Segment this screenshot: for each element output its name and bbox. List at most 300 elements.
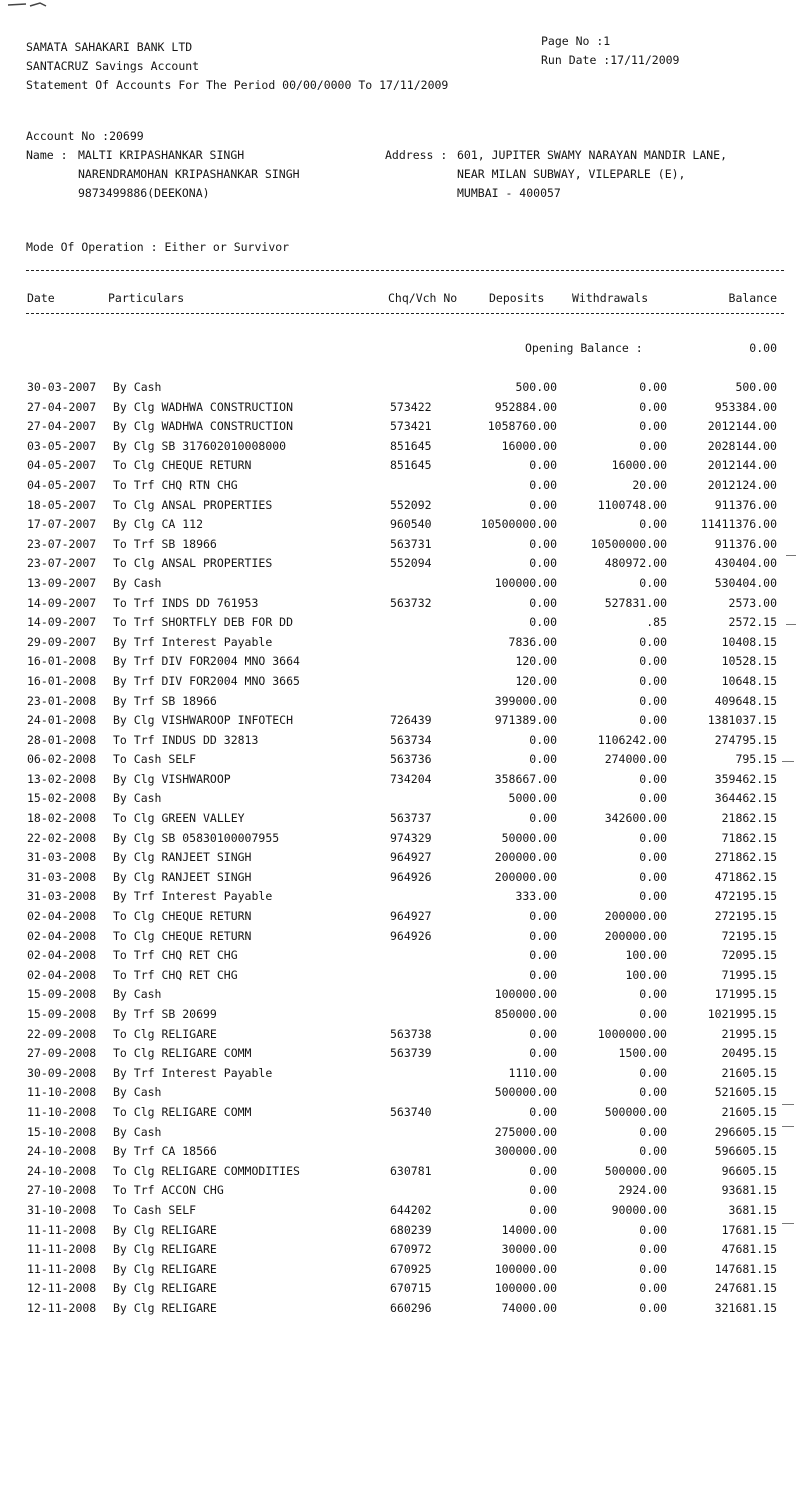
cell-balance: 47681.15 — [721, 1242, 777, 1257]
cell-balance: 10648.15 — [721, 673, 777, 688]
cell-withdrawal: 0.00 — [639, 419, 667, 434]
account-number: Account No :20699 — [26, 129, 144, 143]
cell-balance: 2028144.00 — [707, 438, 777, 453]
cell-withdrawal: 0.00 — [639, 654, 667, 669]
cell-particulars: By Cash — [113, 987, 162, 1002]
cell-chq-no: 563738 — [390, 1026, 432, 1041]
cell-chq-no: 630781 — [390, 1163, 432, 1178]
col-date: Date — [27, 291, 55, 305]
cell-withdrawal: 500000.00 — [604, 1104, 667, 1119]
cell-date: 22-02-2008 — [27, 830, 97, 845]
cell-balance: 3681.15 — [728, 1202, 777, 1217]
cell-chq-no: 734204 — [390, 771, 432, 786]
scan-mark — [786, 555, 796, 556]
cell-deposit: 0.00 — [529, 615, 557, 630]
cell-date: 24-01-2008 — [27, 713, 97, 728]
cell-particulars: By Clg RELIGARE — [113, 1222, 217, 1237]
table-row — [0, 1027, 801, 1047]
cell-withdrawal: 0.00 — [639, 771, 667, 786]
address-line-2: NEAR MILAN SUBWAY, VILEPARLE (E), — [457, 167, 686, 181]
col-particulars: Particulars — [108, 291, 185, 305]
cell-particulars: By Clg SB 05830100007955 — [113, 830, 280, 845]
cell-withdrawal: 0.00 — [639, 517, 667, 532]
cell-deposit: 850000.00 — [494, 1007, 557, 1021]
cell-balance: 21862.15 — [721, 811, 777, 826]
cell-date: 27-10-2008 — [27, 1183, 97, 1198]
cell-date: 30-03-2007 — [27, 380, 97, 394]
opening-balance-label: Opening Balance : — [525, 341, 643, 355]
cell-balance: 953384.00 — [714, 399, 777, 414]
table-row — [0, 889, 801, 909]
cell-date: 06-02-2008 — [27, 752, 97, 767]
cell-deposit: 0.00 — [529, 1026, 557, 1041]
cell-withdrawal: 527831.00 — [604, 595, 667, 610]
table-row — [0, 929, 801, 949]
cell-balance: 274795.15 — [714, 732, 777, 747]
cell-deposit: 100000.00 — [494, 575, 557, 590]
cell-particulars: By Clg WADHWA CONSTRUCTION — [113, 399, 294, 414]
cell-chq-no: 563732 — [390, 595, 432, 610]
cell-date: 22-09-2008 — [27, 1026, 97, 1041]
cell-deposit: 100000.00 — [494, 1281, 557, 1296]
cell-date: 15-02-2008 — [27, 791, 97, 806]
cell-date: 23-07-2007 — [27, 536, 97, 551]
table-row — [0, 596, 801, 616]
cell-particulars: By Clg RELIGARE — [113, 1300, 217, 1315]
cell-particulars: By Clg SB 317602010008000 — [113, 438, 287, 453]
cell-date: 29-09-2007 — [27, 634, 97, 649]
cell-deposit: 0.00 — [529, 536, 557, 551]
table-row — [0, 439, 801, 459]
separator-bottom — [26, 313, 784, 314]
cell-date: 11-10-2008 — [27, 1104, 97, 1119]
cell-balance: 96605.15 — [721, 1163, 777, 1178]
table-row — [0, 498, 801, 518]
cell-chq-no: 964927 — [390, 850, 432, 865]
cell-deposit: 0.00 — [529, 556, 557, 571]
scan-mark — [782, 1126, 794, 1127]
cell-chq-no: 680239 — [390, 1222, 432, 1237]
table-row — [0, 517, 801, 537]
cell-balance: 530404.00 — [714, 575, 777, 590]
cell-withdrawal: 100.00 — [625, 967, 667, 982]
cell-withdrawal: .85 — [646, 615, 667, 630]
cell-particulars: By Clg VISHWAROOP INFOTECH — [113, 713, 294, 728]
cell-balance: 2012144.00 — [707, 419, 777, 434]
table-row — [0, 635, 801, 655]
cell-deposit: 300000.00 — [494, 1144, 557, 1159]
cell-balance: 472195.15 — [714, 889, 777, 904]
cell-withdrawal: 480972.00 — [604, 556, 667, 571]
cell-chq-no: 726439 — [390, 713, 432, 728]
cell-balance: 11411376.00 — [700, 517, 777, 532]
cell-date: 18-05-2007 — [27, 497, 97, 512]
cell-particulars: By Cash — [113, 575, 162, 590]
cell-withdrawal: 0.00 — [639, 1144, 667, 1159]
cell-date: 23-07-2007 — [27, 556, 97, 571]
cell-chq-no: 563739 — [390, 1046, 432, 1061]
cell-withdrawal: 0.00 — [639, 791, 667, 806]
table-row — [0, 1183, 801, 1203]
address-line-3: MUMBAI - 400057 — [457, 186, 561, 200]
cell-particulars: To Clg RELIGARE — [113, 1026, 217, 1041]
cell-particulars: By Trf CA 18566 — [113, 1144, 217, 1159]
cell-withdrawal: 0.00 — [639, 987, 667, 1002]
table-row — [0, 556, 801, 576]
cell-particulars: To Clg RELIGARE COMMODITIES — [113, 1163, 300, 1178]
cell-balance: 911376.00 — [714, 536, 777, 551]
cell-date: 31-03-2008 — [27, 889, 97, 904]
cell-balance: 10528.15 — [721, 654, 777, 669]
cell-date: 02-04-2008 — [27, 967, 97, 982]
cell-date: 02-04-2008 — [27, 928, 97, 943]
cell-chq-no: 851645 — [390, 458, 432, 473]
cell-balance: 596605.15 — [714, 1144, 777, 1159]
cell-withdrawal: 2924.00 — [618, 1183, 667, 1198]
table-row — [0, 1223, 801, 1243]
cell-deposit: 952884.00 — [494, 399, 557, 414]
table-row — [0, 791, 801, 811]
address-line-1: 601, JUPITER SWAMY NARAYAN MANDIR LANE, — [457, 148, 728, 162]
table-row — [0, 870, 801, 890]
cell-deposit: 100000.00 — [494, 1261, 557, 1276]
cell-deposit: 10500000.00 — [480, 517, 557, 532]
cell-particulars: By Clg RELIGARE — [113, 1242, 217, 1257]
cell-date: 04-05-2007 — [27, 458, 97, 473]
statement-period: Statement Of Accounts For The Period 00/00/0000 To 17/11/2009 — [26, 78, 449, 92]
cell-chq-no: 563734 — [390, 732, 432, 747]
cell-balance: 10408.15 — [721, 634, 777, 649]
table-row — [0, 478, 801, 498]
cell-withdrawal: 0.00 — [639, 1281, 667, 1296]
scan-corner-mark — [6, 0, 66, 10]
table-row — [0, 1085, 801, 1105]
cell-particulars: To Trf INDS DD 761953 — [113, 595, 259, 610]
table-row — [0, 1203, 801, 1223]
cell-deposit: 0.00 — [529, 1183, 557, 1198]
cell-balance: 21995.15 — [721, 1026, 777, 1041]
cell-balance: 247681.15 — [714, 1281, 777, 1296]
mode-of-operation: Mode Of Operation : Either or Survivor — [26, 240, 290, 254]
cell-withdrawal: 1106242.00 — [597, 732, 667, 747]
col-deposits: Deposits — [489, 291, 545, 305]
name-label: Name : — [26, 148, 68, 162]
cell-date: 24-10-2008 — [27, 1144, 97, 1159]
cell-particulars: By Cash — [113, 1085, 162, 1100]
run-date: Run Date :17/11/2009 — [541, 53, 680, 67]
cell-deposit: 30000.00 — [501, 1242, 557, 1257]
cell-withdrawal: 0.00 — [639, 575, 667, 590]
table-row — [0, 1164, 801, 1184]
cell-withdrawal: 0.00 — [639, 1065, 667, 1080]
cell-particulars: To Trf CHQ RTN CHG — [113, 477, 238, 492]
cell-deposit: 0.00 — [529, 497, 557, 512]
cell-particulars: By Clg RELIGARE — [113, 1281, 217, 1296]
holder-name-3: 9873499886(DEEKONA) — [78, 186, 210, 200]
cell-chq-no: 573422 — [390, 399, 432, 414]
scan-mark — [782, 761, 794, 762]
cell-particulars: By Trf SB 18966 — [113, 693, 217, 708]
cell-particulars: To Trf CHQ RET CHG — [113, 948, 238, 963]
cell-date: 11-11-2008 — [27, 1261, 97, 1276]
cell-chq-no: 563736 — [390, 752, 432, 767]
cell-balance: 147681.15 — [714, 1261, 777, 1276]
cell-deposit: 399000.00 — [494, 693, 557, 708]
cell-balance: 2012144.00 — [707, 458, 777, 473]
cell-date: 11-11-2008 — [27, 1242, 97, 1257]
cell-deposit: 0.00 — [529, 732, 557, 747]
cell-date: 11-11-2008 — [27, 1222, 97, 1237]
cell-deposit: 100000.00 — [494, 987, 557, 1002]
cell-date: 31-03-2008 — [27, 869, 97, 884]
cell-date: 30-09-2008 — [27, 1065, 97, 1080]
cell-balance: 359462.15 — [714, 771, 777, 786]
table-row — [0, 831, 801, 851]
cell-particulars: By Clg CA 112 — [113, 517, 204, 532]
cell-deposit: 16000.00 — [501, 438, 557, 453]
cell-chq-no: 563737 — [390, 811, 432, 826]
table-row — [0, 752, 801, 772]
cell-chq-no: 660296 — [390, 1300, 432, 1315]
cell-particulars: To Clg ANSAL PROPERTIES — [113, 497, 273, 512]
account-type: SANTACRUZ Savings Account — [26, 59, 200, 73]
separator-top — [26, 270, 784, 271]
cell-date: 28-01-2008 — [27, 732, 97, 747]
cell-withdrawal: 0.00 — [639, 869, 667, 884]
cell-date: 27-09-2008 — [27, 1046, 97, 1061]
holder-name-1: MALTI KRIPASHANKAR SINGH — [78, 148, 245, 162]
cell-deposit: 500.00 — [515, 380, 557, 394]
cell-particulars: To Trf SB 18966 — [113, 536, 217, 551]
cell-balance: 17681.15 — [721, 1222, 777, 1237]
cell-withdrawal: 1500.00 — [618, 1046, 667, 1061]
cell-particulars: To Clg ANSAL PROPERTIES — [113, 556, 273, 571]
cell-deposit: 7836.00 — [508, 634, 557, 649]
cell-withdrawal: 0.00 — [639, 1124, 667, 1139]
cell-date: 17-07-2007 — [27, 517, 97, 532]
cell-particulars: By Cash — [113, 380, 162, 394]
cell-withdrawal: 0.00 — [639, 673, 667, 688]
table-row — [0, 1125, 801, 1145]
cell-balance: 21605.15 — [721, 1104, 777, 1119]
cell-deposit: 0.00 — [529, 811, 557, 826]
table-row — [0, 713, 801, 733]
table-row — [0, 850, 801, 870]
cell-withdrawal: 10500000.00 — [590, 536, 667, 551]
cell-balance: 93681.15 — [721, 1183, 777, 1198]
cell-balance: 2572.15 — [728, 615, 777, 630]
cell-chq-no: 644202 — [390, 1202, 432, 1217]
cell-date: 04-05-2007 — [27, 477, 97, 492]
cell-particulars: To Clg RELIGARE COMM — [113, 1104, 252, 1119]
table-row — [0, 1144, 801, 1164]
cell-withdrawal: 0.00 — [639, 380, 667, 394]
cell-date: 31-03-2008 — [27, 850, 97, 865]
cell-deposit: 74000.00 — [501, 1300, 557, 1315]
cell-particulars: By Clg VISHWAROOP — [113, 771, 231, 786]
cell-date: 11-10-2008 — [27, 1085, 97, 1100]
table-row — [0, 772, 801, 792]
cell-deposit: 358667.00 — [494, 771, 557, 786]
cell-date: 13-02-2008 — [27, 771, 97, 786]
cell-balance: 471862.15 — [714, 869, 777, 884]
cell-particulars: By Trf Interest Payable — [113, 634, 273, 649]
cell-deposit: 120.00 — [515, 654, 557, 669]
cell-deposit: 971389.00 — [494, 713, 557, 728]
opening-balance-value: 0.00 — [749, 341, 777, 355]
cell-date: 27-04-2007 — [27, 419, 97, 434]
cell-balance: 321681.15 — [714, 1300, 777, 1315]
cell-deposit: 500000.00 — [494, 1085, 557, 1100]
cell-withdrawal: 0.00 — [639, 713, 667, 728]
bank-name: SAMATA SAHAKARI BANK LTD — [26, 40, 193, 54]
table-row — [0, 458, 801, 478]
cell-chq-no: 552094 — [390, 556, 432, 571]
cell-particulars: By Clg WADHWA CONSTRUCTION — [113, 419, 294, 434]
cell-deposit: 0.00 — [529, 1163, 557, 1178]
cell-withdrawal: 0.00 — [639, 850, 667, 865]
cell-date: 15-10-2008 — [27, 1124, 97, 1139]
table-row — [0, 1301, 801, 1321]
table-row — [0, 948, 801, 968]
scan-mark — [786, 624, 796, 625]
cell-chq-no: 563731 — [390, 536, 432, 551]
cell-deposit: 5000.00 — [508, 791, 557, 806]
cell-date: 02-04-2008 — [27, 948, 97, 963]
cell-balance: 409648.15 — [714, 693, 777, 708]
cell-balance: 71995.15 — [721, 967, 777, 982]
cell-withdrawal: 274000.00 — [604, 752, 667, 767]
cell-particulars: By Clg RANJEET SINGH — [113, 850, 252, 865]
cell-deposit: 0.00 — [529, 458, 557, 473]
cell-deposit: 50000.00 — [501, 830, 557, 845]
cell-deposit: 0.00 — [529, 1046, 557, 1061]
cell-deposit: 0.00 — [529, 967, 557, 982]
cell-deposit: 333.00 — [515, 889, 557, 904]
cell-particulars: By Clg RANJEET SINGH — [113, 869, 252, 884]
scan-mark — [782, 1223, 794, 1224]
cell-particulars: To Cash SELF — [113, 752, 197, 767]
cell-balance: 20495.15 — [721, 1046, 777, 1061]
cell-balance: 21605.15 — [721, 1065, 777, 1080]
cell-balance: 430404.00 — [714, 556, 777, 571]
cell-particulars: By Trf DIV FOR2004 MNO 3664 — [113, 654, 300, 669]
cell-date: 31-10-2008 — [27, 1202, 97, 1217]
cell-withdrawal: 200000.00 — [604, 909, 667, 924]
cell-particulars: By Trf Interest Payable — [113, 889, 273, 904]
page-number: Page No :1 — [541, 34, 611, 48]
table-row — [0, 654, 801, 674]
cell-withdrawal: 200000.00 — [604, 928, 667, 943]
cell-withdrawal: 0.00 — [639, 399, 667, 414]
cell-chq-no: 573421 — [390, 419, 432, 434]
cell-deposit: 0.00 — [529, 909, 557, 924]
cell-particulars: To Clg CHEQUE RETURN — [113, 458, 252, 473]
cell-withdrawal: 90000.00 — [611, 1202, 667, 1217]
cell-withdrawal: 0.00 — [639, 1242, 667, 1257]
cell-withdrawal: 100.00 — [625, 948, 667, 963]
cell-date: 12-11-2008 — [27, 1300, 97, 1315]
cell-balance: 795.15 — [735, 752, 777, 767]
cell-withdrawal: 16000.00 — [611, 458, 667, 473]
cell-date: 12-11-2008 — [27, 1281, 97, 1296]
cell-particulars: By Trf DIV FOR2004 MNO 3665 — [113, 673, 300, 688]
cell-particulars: To Trf INDUS DD 32813 — [113, 732, 259, 747]
cell-withdrawal: 1100748.00 — [597, 497, 667, 512]
cell-date: 23-01-2008 — [27, 693, 97, 708]
cell-balance: 72195.15 — [721, 928, 777, 943]
cell-withdrawal: 1000000.00 — [597, 1026, 667, 1041]
cell-deposit: 200000.00 — [494, 869, 557, 884]
cell-particulars: By Trf Interest Payable — [113, 1065, 273, 1080]
cell-deposit: 0.00 — [529, 1104, 557, 1119]
cell-particulars: To Cash SELF — [113, 1202, 197, 1217]
cell-deposit: 0.00 — [529, 1202, 557, 1217]
address-label: Address : — [385, 148, 448, 162]
cell-balance: 364462.15 — [714, 791, 777, 806]
table-row — [0, 419, 801, 439]
cell-withdrawal: 0.00 — [639, 1085, 667, 1100]
table-row — [0, 380, 801, 400]
cell-particulars: To Trf SHORTFLY DEB FOR DD — [113, 615, 294, 630]
cell-date: 03-05-2007 — [27, 438, 97, 453]
cell-particulars: By Cash — [113, 791, 162, 806]
cell-chq-no: 670715 — [390, 1281, 432, 1296]
table-row — [0, 1007, 801, 1027]
table-row — [0, 576, 801, 596]
cell-date: 14-09-2007 — [27, 595, 97, 610]
cell-particulars: To Clg GREEN VALLEY — [113, 811, 245, 826]
table-row — [0, 1105, 801, 1125]
table-row — [0, 400, 801, 420]
cell-deposit: 0.00 — [529, 948, 557, 963]
cell-particulars: To Trf CHQ RET CHG — [113, 967, 238, 982]
cell-particulars: By Cash — [113, 1124, 162, 1139]
table-row — [0, 1046, 801, 1066]
cell-withdrawal: 20.00 — [632, 477, 667, 492]
cell-deposit: 275000.00 — [494, 1124, 557, 1139]
cell-deposit: 1110.00 — [508, 1065, 557, 1080]
cell-deposit: 200000.00 — [494, 850, 557, 865]
cell-chq-no: 552092 — [390, 497, 432, 512]
cell-withdrawal: 0.00 — [639, 1222, 667, 1237]
cell-particulars: To Clg RELIGARE COMM — [113, 1046, 252, 1061]
cell-particulars: By Trf SB 20699 — [113, 1007, 217, 1021]
table-row — [0, 1242, 801, 1262]
cell-chq-no: 851645 — [390, 438, 432, 453]
table-row — [0, 811, 801, 831]
cell-balance: 500.00 — [735, 380, 777, 394]
transaction-list — [0, 380, 801, 1321]
cell-balance: 2012124.00 — [707, 477, 777, 492]
col-withdrawals: Withdrawals — [572, 291, 649, 305]
cell-particulars: To Clg CHEQUE RETURN — [113, 928, 252, 943]
cell-deposit: 14000.00 — [501, 1222, 557, 1237]
cell-withdrawal: 0.00 — [639, 1300, 667, 1315]
holder-name-2: NARENDRAMOHAN KRIPASHANKAR SINGH — [78, 167, 300, 181]
table-row — [0, 1066, 801, 1086]
cell-date: 16-01-2008 — [27, 673, 97, 688]
cell-date: 13-09-2007 — [27, 575, 97, 590]
cell-date: 14-09-2007 — [27, 615, 97, 630]
cell-date: 18-02-2008 — [27, 811, 97, 826]
cell-withdrawal: 500000.00 — [604, 1163, 667, 1178]
cell-chq-no: 670972 — [390, 1242, 432, 1257]
cell-deposit: 0.00 — [529, 928, 557, 943]
cell-withdrawal: 342600.00 — [604, 811, 667, 826]
cell-deposit: 1058760.00 — [487, 419, 557, 434]
cell-date: 02-04-2008 — [27, 909, 97, 924]
